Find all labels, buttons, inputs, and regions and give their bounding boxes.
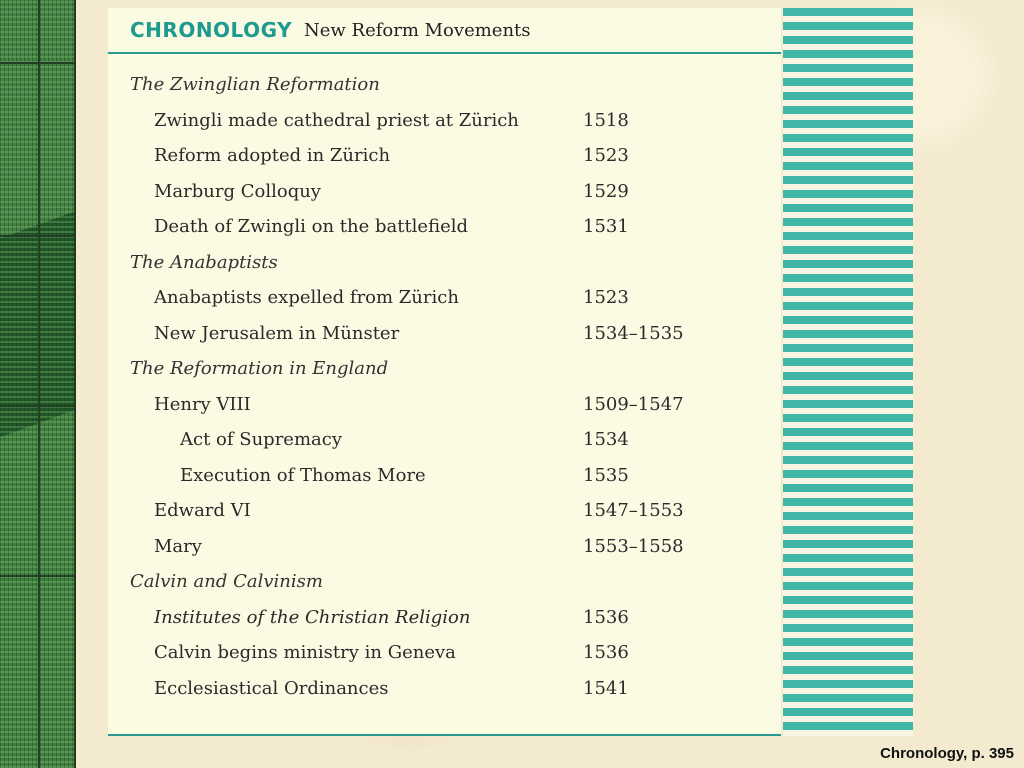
entry-event: Mary <box>154 535 202 557</box>
entry-date: 1536 <box>583 642 629 663</box>
section-heading-label: The Reformation in England <box>130 358 389 379</box>
entry-date: 1536 <box>583 606 629 628</box>
section-heading <box>108 70 781 100</box>
entry-event: Institutes of the Christian Religion <box>154 606 471 628</box>
chronology-entry <box>108 319 781 349</box>
chronology-entry <box>108 106 781 136</box>
entry-date: 1534 <box>583 429 629 450</box>
entry-date: 1531 <box>583 216 629 237</box>
entry-event: Marburg Colloquy <box>154 180 321 202</box>
bottom-rule <box>108 734 781 736</box>
chronology-entry <box>108 283 781 313</box>
entry-event: Ecclesiastical Ordinances <box>154 677 389 699</box>
section-heading-label: The Anabaptists <box>130 251 278 273</box>
entry-event: Calvin begins ministry in Geneva <box>154 642 456 663</box>
chronology-entry <box>108 461 781 491</box>
section-heading <box>108 354 781 384</box>
entry-event: Reform adopted in Zürich <box>154 145 391 166</box>
entry-event: Anabaptists expelled from Zürich <box>154 287 459 308</box>
entry-date: 1518 <box>583 109 629 131</box>
chronology-entry <box>108 177 781 207</box>
chronology-entry <box>108 603 781 633</box>
chronology-entry <box>108 390 781 420</box>
entry-date: 1547–1553 <box>583 500 684 521</box>
decorative-stripes <box>783 8 913 736</box>
chronology-entry <box>108 532 781 562</box>
sidebar-grid-line <box>0 235 74 237</box>
section-heading <box>108 248 781 278</box>
entry-event: Execution of Thomas More <box>180 464 426 486</box>
chronology-panel <box>108 8 781 736</box>
entry-date: 1523 <box>583 287 629 308</box>
sidebar-grid-line <box>0 575 74 577</box>
chronology-entry <box>108 141 781 171</box>
entry-event: New Jerusalem in Münster <box>154 322 400 344</box>
entry-event: Act of Supremacy <box>180 429 343 450</box>
sidebar-grid-line <box>0 405 74 407</box>
chronology-entry <box>108 638 781 668</box>
sidebar-grid-line <box>38 0 40 768</box>
section-heading <box>108 567 781 597</box>
entry-date: 1535 <box>583 464 629 486</box>
chronology-entry <box>108 212 781 242</box>
entry-date: 1523 <box>583 145 629 166</box>
entry-event: Henry VIII <box>154 393 251 415</box>
decorative-sidebar <box>0 0 76 768</box>
chronology-entry <box>108 674 781 704</box>
chronology-entry <box>108 425 781 455</box>
page-title: New Reform Movements <box>304 20 531 41</box>
entry-date: 1534–1535 <box>583 322 684 344</box>
chronology-label: CHRONOLOGY <box>130 18 293 42</box>
entry-event: Edward VI <box>154 500 251 521</box>
chronology-header <box>108 8 781 54</box>
entry-date: 1553–1558 <box>583 535 684 557</box>
entry-date: 1529 <box>583 180 629 202</box>
sidebar-grid-line <box>0 62 74 64</box>
entry-date: 1509–1547 <box>583 393 684 415</box>
section-heading-label: Calvin and Calvinism <box>130 571 323 592</box>
chronology-entry <box>108 496 781 526</box>
entry-event: Zwingli made cathedral priest at Zürich <box>154 109 519 131</box>
slide-caption: Chronology, p. 395 <box>880 745 1014 762</box>
entry-date: 1541 <box>583 677 629 699</box>
entry-event: Death of Zwingli on the battlefield <box>154 216 469 237</box>
section-heading-label: The Zwinglian Reformation <box>130 74 380 95</box>
